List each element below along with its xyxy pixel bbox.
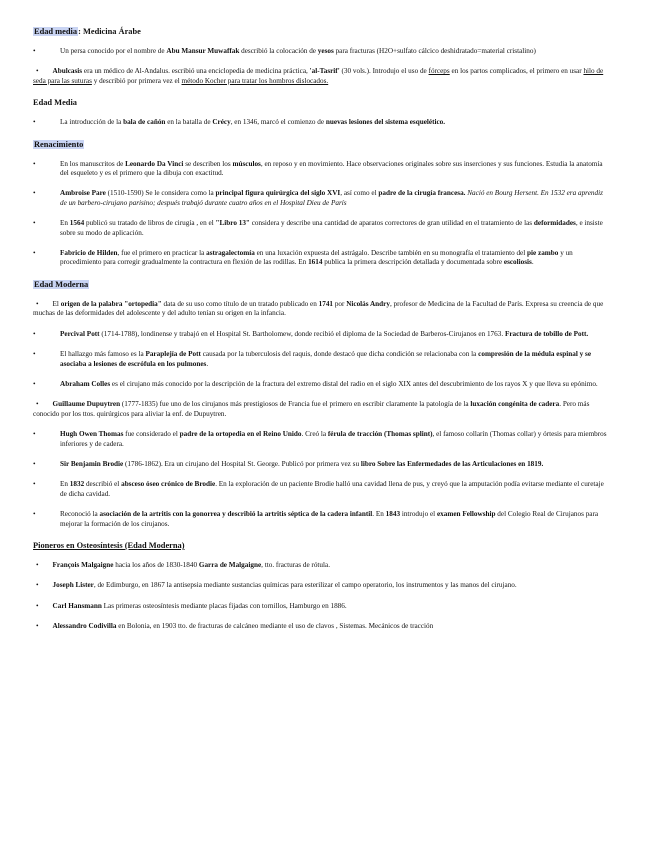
paragraph-dupuytren: • Guillaume Dupuytren (1777-1835) fue uno de los cirujanos más prestigiosos de Francia fue el primero en escribir claramente la patología de la luxación congénita de cadera. Pero más conocido por los ttos. quirúrgicos para aliviar la enf. de Dupuytren. — [33, 400, 590, 418]
bullet-icon: • — [33, 430, 36, 439]
bullet-icon: • — [36, 601, 39, 610]
paragraph-brodie: • Sir Benjamin Brodie (1786-1862). Era un cirujano del Hospital St. George. Publicó por primera vez su libro Sobre las Enfermedades de las Articulaciones en 1819. — [33, 459, 544, 468]
bullet-icon: • — [33, 350, 36, 359]
paragraph-lister: • Joseph Lister, de Edimburgo, en 1867 la antisepsia mediante sustancias químicas para esterilizar el campo operatorio, los instrumentos y las manos del cirujano. — [36, 581, 517, 590]
bullet-icon: • — [36, 400, 39, 409]
paragraph-thomas: • Hugh Owen Thomas fue considerado el padre de la ortopedia en el Reino Unido. Creó la férula de tracción (Thomas splint), el famoso collarín (Thomas collar) y órtesis para miembros inferiores y de cadera. — [33, 430, 607, 448]
section-heading-osteosintesis: Pioneros en Osteosíntesis (Edad Moderna) — [33, 540, 185, 550]
paragraph-artritis: • Reconoció la asociación de la artritis con la gonorrea y describió la artritis séptica de la cadera infantil. En 1843 introdujo el examen Fellowship del Colegio Real de Cirujanos para mejorar la formación de los cirujanos. — [33, 510, 599, 528]
bullet-icon: • — [33, 510, 36, 519]
paragraph-pare: • Ambroise Pare (1510-1590) Se le considera como la principal figura quirúrgica del siglo XVI, así como el padre de la cirugía francesa. Nació en Bourg Hersent. En 1532 era aprendiz de un barbero-cirujano parisino; después trabajó durante cuatro años en el Hospital Dieu de París — [33, 189, 603, 207]
paragraph-libro-13: • En 1564 publicó su tratado de libros de cirugía , en el "Libro 13" considera y describe una cantidad de aparatos correctores de gran utilidad en el tratamiento de las deformidades, e insiste sobre su modo de aplicación. — [33, 219, 603, 237]
paragraph-hansmann: • Carl Hansmann Las primeras osteosíntesis mediante placas fijadas con tornillos, Hamburgo en 1886. — [36, 601, 347, 610]
paragraph-hilden: • Fabricio de Hilden, fue el primero en practicar la astragalectomía en una luxación expuesta del astrágalo. Describe también en su monografía el tratamiento del pie zambo y un procedimiento para corregir gradualmente la contractura en flexión de las rodillas. En 1614 publica la primera descripción detallada y documentada sobre escoliosis. — [33, 249, 573, 267]
bullet-icon: • — [33, 459, 36, 468]
paragraph-absceso-brodie: • En 1832 describió el absceso óseo crónico de Brodie. En la exploración de un paciente Brodie halló una cavidad llena de pus, y creyó que la amputación podía evitarse mediante el curetaje de dicha cavidad. — [33, 480, 604, 498]
heading-highlight: Edad media — [34, 27, 78, 36]
paragraph-crecy: • La introducción de la bala de cañón en la batalla de Crécy, en 1346, marcó el comienzo de nuevas lesiones del sistema esquelético. — [33, 118, 446, 127]
heading-highlight: Renacimiento — [34, 139, 84, 149]
bullet-icon: • — [36, 299, 39, 308]
section-heading-renacimiento — [33, 139, 611, 150]
heading-tail: : Medicina Árabe — [78, 27, 141, 36]
document-page — [33, 26, 611, 643]
section-heading-edad-media: Edad Media — [33, 98, 77, 108]
bullet-icon: • — [33, 118, 36, 127]
paragraph-malgaigne: • François Malgaigne hacia los años de 1830-1840 Garra de Malgaigne, tto. fracturas de rótula. — [36, 560, 330, 569]
paragraph-andry: • El origen de la palabra "ortopedia" data de su uso como título de un tratado publicado en 1741 por Nicolás Andry, profesor de Medicina de la Facultad de París. Expresa su creencia de que muchas de las deformidades del adolescente y del adulto tenían su origen en la infancia. — [33, 299, 604, 318]
bullet-icon: • — [33, 480, 36, 489]
bullet-icon: • — [36, 622, 39, 631]
bullet-icon: • — [33, 189, 36, 198]
paragraph-colles: • Abraham Colles es el cirujano más conocido por la descripción de la fractura del extremo distal del radio en el siglo XIX antes del descubrimiento de los rayos X y que lleva su epónimo. — [33, 379, 598, 388]
section-heading-edad-moderna — [33, 279, 611, 290]
bullet-icon: • — [33, 159, 36, 168]
paragraph-muwaffak: • Un persa conocido por el nombre de Abu Mansur Muwaffak describió la colocación de yesos para fracturas (H2O+sulfato cálcico deshidratado=material cristalino) — [33, 47, 536, 55]
bullet-icon: • — [36, 581, 39, 590]
bullet-icon: • — [33, 379, 36, 388]
paragraph-davinci: • En los manuscritos de Leonardo Da Vinci se describen los músculos, en reposo y en movimiento. Hace observaciones originales sobre sus inserciones y sus funciones. Estudia la anatomía del esqueleto y es el primero que la dibuja con exactitud. — [33, 159, 603, 178]
paragraph-codivilla: • Alessandro Codivilla en Bolonia, en 1903 tto. de fracturas de calcáneo mediante el uso de clavos , Sistemas. Mecánicos de tracción — [36, 622, 434, 631]
bullet-icon: • — [33, 249, 36, 258]
heading-highlight: Edad Moderna — [34, 279, 89, 289]
bullet-icon: • — [33, 329, 36, 338]
bullet-icon: • — [33, 47, 36, 55]
section-heading-edad-media-arabe — [33, 26, 611, 37]
paragraph-pott: • Percival Pott (1714-1788), londinense y trabajó en el Hospital St. Bartholomew, donde recibió el diploma de la Sociedad de Barberos-Cirujanos en 1763. Fractura de tobillo de Pott. — [33, 329, 589, 338]
bullet-icon: • — [36, 560, 39, 569]
paragraph-paraplejia: • El hallazgo más famoso es la Paraplejía de Pott causada por la tuberculosis del raquis, donde destacó que dicha condición se relacionaba con la compresión de la médula espinal y se asociaba a lesiones de escrófula en los pulmones. — [33, 350, 592, 368]
paragraph-abulcasis: • Abulcasis era un médico de Al-Andalus. escribió una enciclopedia de medicina práctica, 'al-Tasrif' (30 vols.). Introdujo el uso de fórceps en los partos complicados, el primero en usar hilo de seda para las suturas y describió por primera vez el método Kocher para tratar los hombros dislocados. — [33, 67, 604, 85]
bullet-icon: • — [33, 219, 36, 228]
bullet-icon: • — [36, 67, 39, 76]
